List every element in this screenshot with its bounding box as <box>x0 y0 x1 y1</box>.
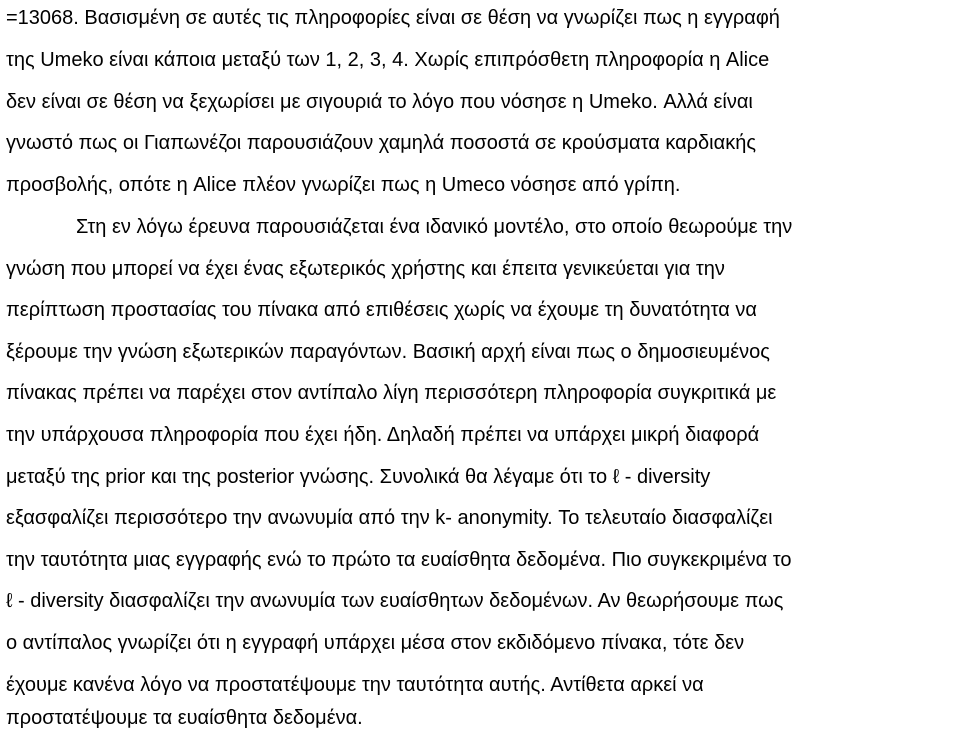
text-line: έχουμε κανένα λόγο να προστατέψουμε την ταυτότητα αυτής. Αντίθετα αρκεί να <box>6 674 704 696</box>
text-line: της Umeko είναι κάποια μεταξύ των 1, 2, 3, 4. Χωρίς επιπρόσθετη πληροφορία η Alice <box>6 49 770 71</box>
text-line: περίπτωση προστασίας του πίνακα από επιθέσεις χωρίς να έχουμε τη δυνατότητα να <box>6 299 757 321</box>
text-line: ξέρουμε την γνώση εξωτερικών παραγόντων. Βασική αρχή είναι πως ο δημοσιευμένος <box>6 341 770 363</box>
text-line: εξασφαλίζει περισσότερο την ανωνυμία από την k- anonymity. Το τελευταίο διασφαλίζει <box>6 507 773 529</box>
text-line: ο αντίπαλος γνωρίζει ότι η εγγραφή υπάρχει μέσα στον εκδιδόμενο πίνακα, τότε δεν <box>6 632 745 654</box>
text-line: γνώση που μπορεί να έχει ένας εξωτερικός χρήστης και έπειτα γενικεύεται για την <box>6 258 725 280</box>
text-line: προστατέψουμε τα ευαίσθητα δεδομένα. <box>6 707 363 729</box>
paragraph-first-line: Στη εν λόγω έρευνα παρουσιάζεται ένα ιδανικό μοντέλο, στο οποίο θεωρούμε την <box>76 216 793 238</box>
text-line: την ταυτότητα μιας εγγραφής ενώ το πρώτο τα ευαίσθητα δεδομένα. Πιο συγκεκριμένα το <box>6 549 792 571</box>
text-line: μεταξύ της prior και της posterior γνώσης. Συνολικά θα λέγαμε ότι το ℓ - diversity <box>6 466 711 488</box>
text-line: =13068. Βασισμένη σε αυτές τις πληροφορίες είναι σε θέση να γνωρίζει πως η εγγραφή <box>6 7 780 29</box>
text-line: προσβολής, οπότε η Alice πλέον γνωρίζει πως η Umeco νόσησε από γρίπη. <box>6 174 681 196</box>
text-line: ℓ - diversity διασφαλίζει την ανωνυμία των ευαίσθητων δεδομένων. Αν θεωρήσουμε πως <box>6 590 784 612</box>
text-line: δεν είναι σε θέση να ξεχωρίσει με σιγουριά το λόγο που νόσησε η Umeko. Αλλά είναι <box>6 91 753 113</box>
text-line: πίνακας πρέπει να παρέχει στον αντίπαλο λίγη περισσότερη πληροφορία συγκριτικά με <box>6 382 777 404</box>
text-line: την υπάρχουσα πληροφορία που έχει ήδη. Δηλαδή πρέπει να υπάρχει μικρή διαφορά <box>6 424 760 446</box>
text-line: γνωστό πως οι Γιαπωνέζοι παρουσιάζουν χαμηλά ποσοστά σε κρούσματα καρδιακής <box>6 132 756 154</box>
